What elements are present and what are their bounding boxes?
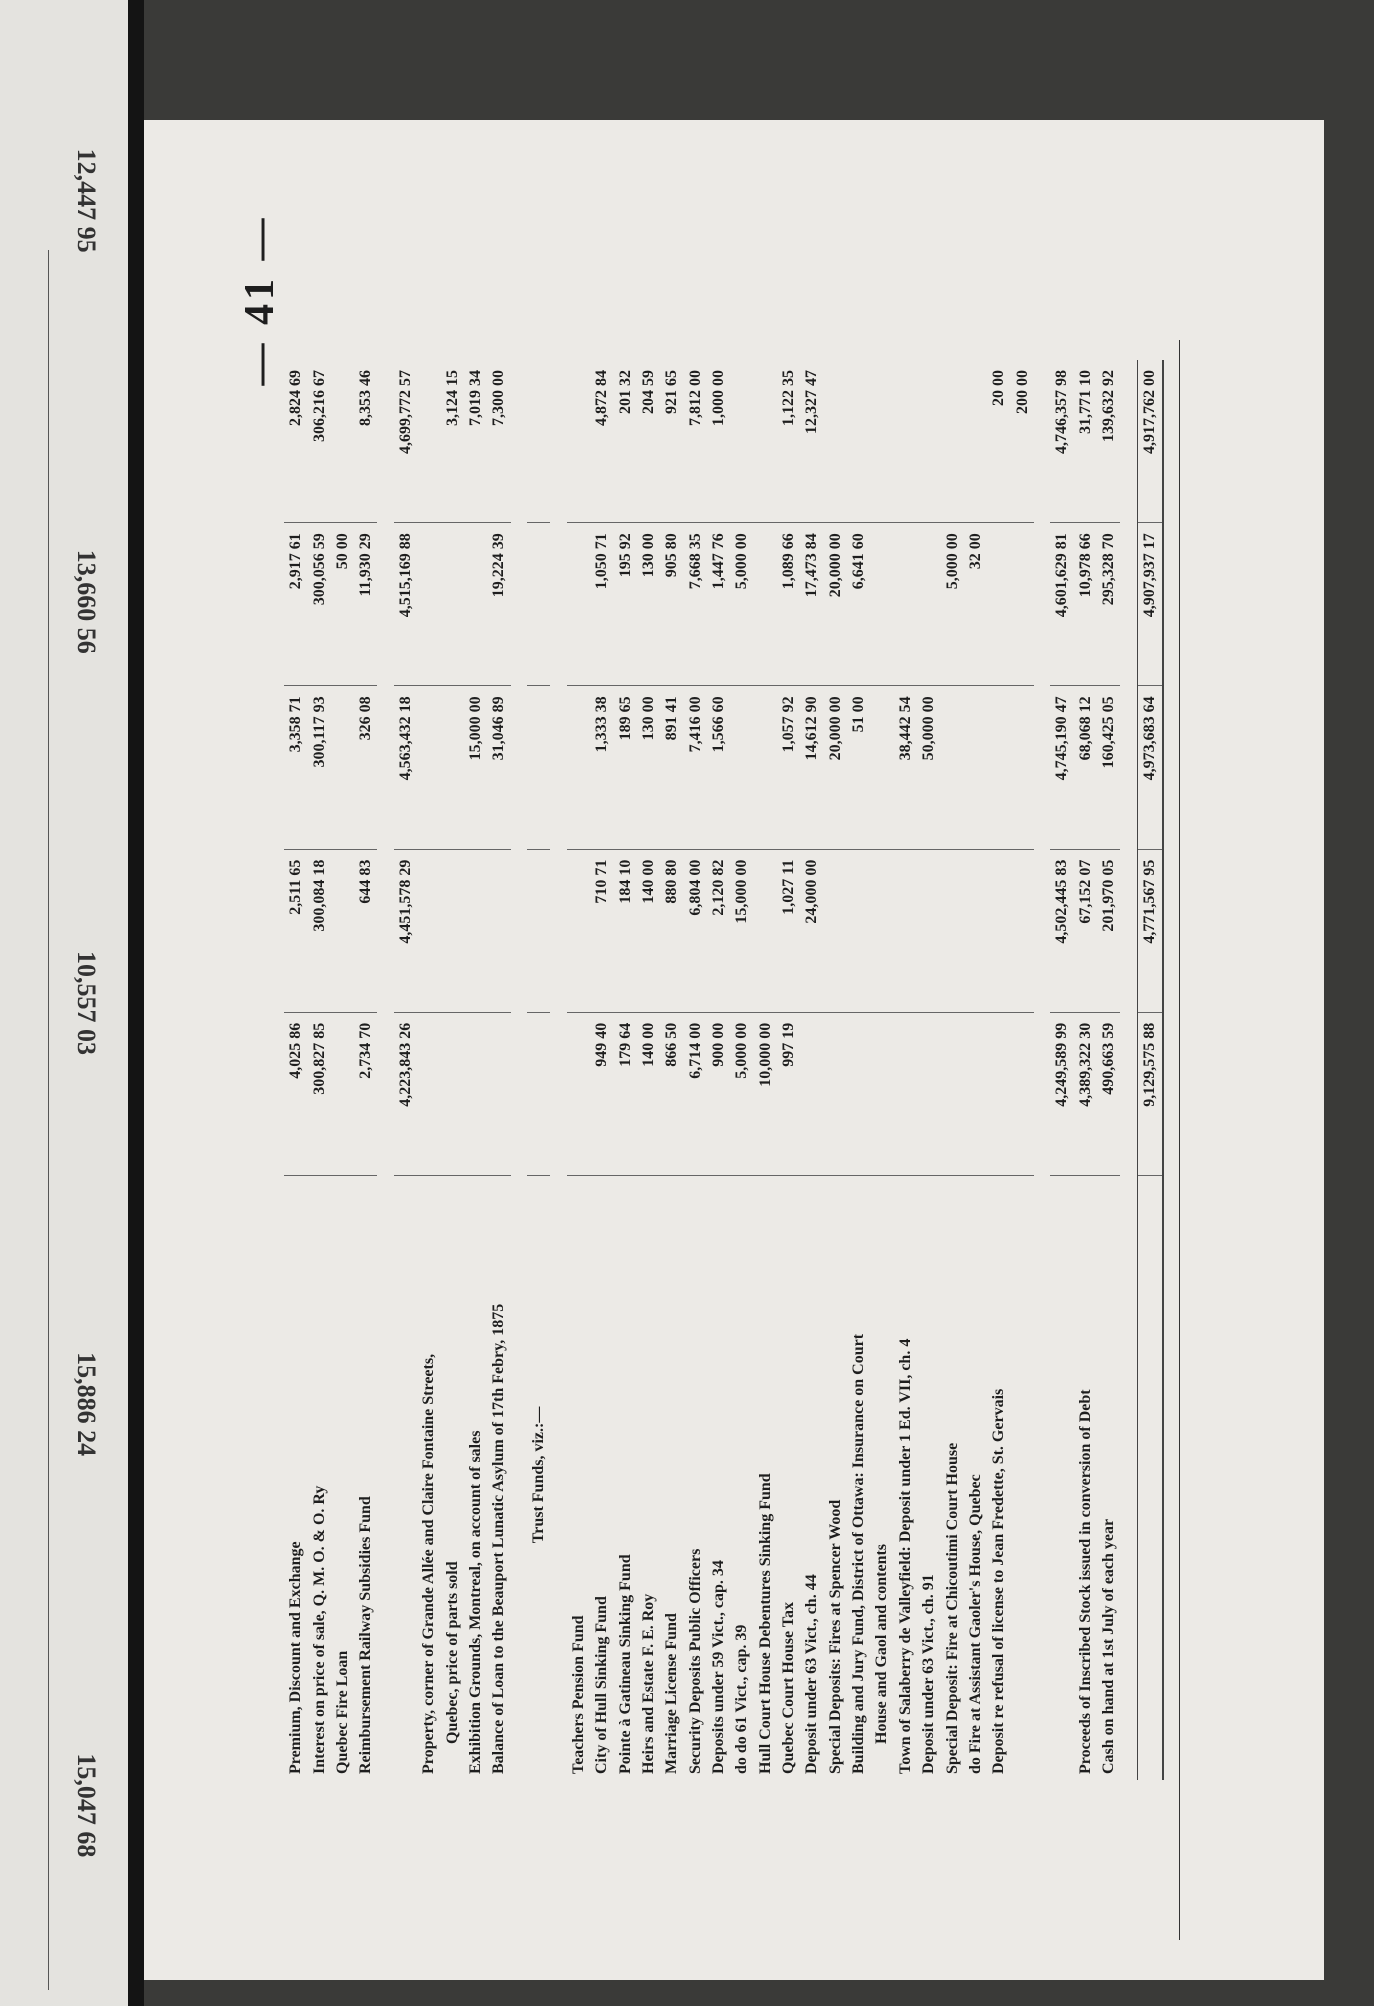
spacer-cell — [511, 360, 527, 1780]
amount-cell: 67,152 07 — [1074, 849, 1097, 1012]
amount-cell: 140 00 — [637, 849, 660, 1012]
row-label: Security Deposits Public Officers — [686, 1548, 704, 1774]
table-row — [637, 360, 660, 1780]
row-label: House and Gaol and contents — [873, 1543, 891, 1744]
row-label: do Fire at Assistant Gaoler's House, Quebec — [966, 1474, 984, 1774]
amount-cell: 14,612 90 — [800, 686, 823, 849]
amount-cell: 17,473 84 — [800, 523, 823, 686]
amount-cell: 50,000 00 — [917, 686, 940, 849]
amount-cell: 31,771 10 — [1074, 360, 1097, 523]
table-row — [894, 360, 917, 1780]
amount-cell — [730, 686, 753, 849]
amount-cell: 6,641 60 — [847, 523, 870, 686]
page-rule — [1179, 340, 1180, 1940]
amount-cell: 7,668 35 — [684, 523, 707, 686]
amount-cell: 4,502,445 83 — [1050, 849, 1073, 1012]
amount-cell — [567, 523, 590, 686]
table-row — [1097, 360, 1120, 1780]
row-label: Premium, Discount and Exchange — [287, 1541, 305, 1774]
amount-cell — [417, 1012, 440, 1175]
row-label: Building and Jury Fund, District of Ottawa: Insurance on Court — [850, 1333, 868, 1774]
amount-cell — [894, 1012, 917, 1175]
row-label: Pointe à Gatineau Sinking Fund — [616, 1554, 634, 1774]
amount-cell — [441, 1012, 464, 1175]
amount-cell: 2,120 82 — [707, 849, 730, 1012]
amount-cell — [917, 1012, 940, 1175]
spacer-cell — [377, 360, 393, 1780]
amount-cell: 300,084 18 — [307, 849, 330, 1012]
amount-cell: 31,046 89 — [487, 686, 510, 849]
amount-cell: 4,025 86 — [284, 1012, 307, 1175]
row-label: Quebec, price of parts sold — [443, 1561, 461, 1744]
amount-cell: 139,632 92 — [1097, 360, 1120, 523]
amount-cell: 644 83 — [354, 849, 377, 1012]
amount-cell: 300,827 85 — [307, 1012, 330, 1175]
amount-cell: 201 32 — [614, 360, 637, 523]
amount-cell — [730, 360, 753, 523]
amount-cell: 38,442 54 — [894, 686, 917, 849]
amount-cell — [417, 523, 440, 686]
facing-page — [0, 0, 128, 2006]
table-row — [777, 360, 800, 1780]
amount-cell: 300,117 93 — [307, 686, 330, 849]
amount-cell — [940, 1012, 963, 1175]
amount-cell — [824, 1012, 847, 1175]
amount-cell — [1010, 1012, 1033, 1175]
amount-cell: 4,917,762 00 — [1137, 360, 1163, 523]
amount-cell: 921 65 — [660, 360, 683, 523]
table-row — [987, 360, 1010, 1780]
amount-cell: 891 41 — [660, 686, 683, 849]
table-row — [441, 360, 464, 1780]
amount-cell — [1010, 686, 1033, 849]
amount-cell: 200 00 — [1010, 360, 1033, 523]
amount-cell: 4,223,843 26 — [394, 1012, 417, 1175]
page-number: — 41 — — [237, 214, 283, 386]
amount-cell — [964, 686, 987, 849]
row-label: Special Deposit: Fire at Chicoutimi Court House — [943, 1442, 961, 1774]
row-label: Interest on price of sale, Q. M. O. & O. Ry — [310, 1485, 328, 1774]
amount-cell: 7,812 00 — [684, 360, 707, 523]
amount-cell: 7,416 00 — [684, 686, 707, 849]
spacer-cell — [550, 360, 566, 1780]
amount-cell — [940, 360, 963, 523]
spacer-cell — [1034, 360, 1050, 1780]
amount-cell: 2,824 69 — [284, 360, 307, 523]
empty-cell — [527, 686, 550, 849]
amount-cell: 160,425 05 — [1097, 686, 1120, 849]
row-label — [1010, 1175, 1033, 1780]
amount-cell — [331, 686, 354, 849]
amount-cell — [987, 1012, 1010, 1175]
amount-cell: 1,333 38 — [590, 686, 613, 849]
amount-cell: 2,734 70 — [354, 1012, 377, 1175]
table-row — [614, 360, 637, 1780]
amount-cell: 20,000 00 — [824, 686, 847, 849]
table-row — [394, 360, 417, 1780]
table-row — [1050, 360, 1073, 1780]
amount-cell: 3,124 15 — [441, 360, 464, 523]
amount-cell: 4,745,190 47 — [1050, 686, 1073, 849]
table-row — [331, 360, 354, 1780]
amount-cell: 2,917 61 — [284, 523, 307, 686]
amount-cell: 4,389,322 30 — [1074, 1012, 1097, 1175]
row-label — [1050, 1175, 1073, 1780]
amount-cell — [964, 1012, 987, 1175]
amount-cell: 4,872 84 — [590, 360, 613, 523]
amount-cell: 5,000 00 — [730, 1012, 753, 1175]
amount-cell — [754, 849, 777, 1012]
amount-cell — [417, 686, 440, 849]
amount-cell — [567, 849, 590, 1012]
table-row — [824, 360, 847, 1780]
amount-cell: 8,353 46 — [354, 360, 377, 523]
amount-cell — [567, 686, 590, 849]
amount-cell: 4,771,567 95 — [1137, 849, 1163, 1012]
amount-cell — [847, 360, 870, 523]
amount-cell — [870, 849, 893, 1012]
table-row — [847, 360, 870, 1780]
amount-cell: 15,000 00 — [464, 686, 487, 849]
amount-cell — [987, 849, 1010, 1012]
amount-cell: 900 00 — [707, 1012, 730, 1175]
amount-cell — [417, 849, 440, 1012]
row-label: Deposit under 63 Vict., ch. 44 — [803, 1574, 821, 1774]
table-row — [464, 360, 487, 1780]
amount-cell: 949 40 — [590, 1012, 613, 1175]
amount-cell: 4,601,629 81 — [1050, 523, 1073, 686]
table-row — [487, 360, 510, 1780]
amount-cell — [870, 686, 893, 849]
amount-cell — [917, 523, 940, 686]
amount-cell — [940, 686, 963, 849]
amount-cell: 300,056 59 — [307, 523, 330, 686]
revenue-table — [284, 360, 1164, 1780]
amount-cell — [847, 849, 870, 1012]
amount-cell: 4,451,578 29 — [394, 849, 417, 1012]
amount-cell: 51 00 — [847, 686, 870, 849]
empty-cell — [527, 360, 550, 523]
facing-page-figure: 15,047 68 — [72, 1753, 101, 1858]
revenue-table-body — [284, 360, 1163, 1780]
amount-cell — [894, 849, 917, 1012]
amount-cell: 1,000 00 — [707, 360, 730, 523]
table-row — [307, 360, 330, 1780]
amount-cell — [754, 360, 777, 523]
amount-cell: 4,746,357 98 — [1050, 360, 1073, 523]
spacer-cell — [1120, 360, 1137, 1780]
amount-cell — [754, 523, 777, 686]
table-row — [684, 360, 707, 1780]
amount-cell — [964, 849, 987, 1012]
table-row — [754, 360, 777, 1780]
spacer-row — [550, 360, 566, 1780]
amount-cell: 4,515,169 88 — [394, 523, 417, 686]
amount-cell: 10,978 66 — [1074, 523, 1097, 686]
amount-cell: 4,699,772 57 — [394, 360, 417, 523]
row-label: Deposits under 59 Vict., cap. 34 — [710, 1560, 728, 1774]
amount-cell: 5,000 00 — [730, 523, 753, 686]
facing-page-rule — [48, 250, 49, 1990]
amount-cell: 12,327 47 — [800, 360, 823, 523]
table-row — [417, 360, 440, 1780]
amount-cell — [847, 1012, 870, 1175]
amount-cell: 5,000 00 — [940, 523, 963, 686]
amount-cell: 50 00 — [331, 523, 354, 686]
row-label: Cash on hand at 1st July of each year — [1100, 1518, 1118, 1774]
row-label: City of Hull Sinking Fund — [593, 1596, 611, 1774]
amount-cell — [1010, 849, 1033, 1012]
row-label: Special Deposits: Fires at Spencer Wood — [826, 1499, 844, 1774]
table-row — [284, 360, 307, 1780]
amount-cell — [487, 849, 510, 1012]
row-label: Proceeds of Inscribed Stock issued in conversion of Debt — [1076, 1389, 1094, 1774]
spacer-row — [1120, 360, 1137, 1780]
table-row — [567, 360, 590, 1780]
facing-page-figure: 13,660 56 — [72, 549, 101, 654]
amount-cell — [940, 849, 963, 1012]
row-label: Balance of Loan to the Beauport Lunatic Asylum of 17th Febry, 1875 — [490, 1303, 508, 1774]
amount-cell — [824, 360, 847, 523]
amount-cell — [870, 360, 893, 523]
table-row — [940, 360, 963, 1780]
amount-cell: 905 80 — [660, 523, 683, 686]
empty-cell — [527, 1012, 550, 1175]
row-label: Reimbursement Railway Subsidies Fund — [357, 1496, 375, 1774]
section-heading: Trust Funds, viz.:— — [530, 1406, 548, 1544]
amount-cell: 880 80 — [660, 849, 683, 1012]
empty-cell — [527, 523, 550, 686]
amount-cell — [464, 1012, 487, 1175]
amount-cell: 9,129,575 88 — [1137, 1012, 1163, 1175]
amount-cell — [567, 360, 590, 523]
amount-cell — [331, 1012, 354, 1175]
amount-cell: 7,300 00 — [487, 360, 510, 523]
amount-cell: 1,050 71 — [590, 523, 613, 686]
facing-page-figure: 12,447 95 — [72, 148, 101, 253]
amount-cell — [917, 849, 940, 1012]
amount-cell: 6,804 00 — [684, 849, 707, 1012]
row-label — [1137, 1175, 1163, 1780]
amount-cell: 306,216 67 — [307, 360, 330, 523]
facing-page-figure: 15,886 24 — [72, 1352, 101, 1457]
amount-cell — [824, 849, 847, 1012]
table-row — [964, 360, 987, 1780]
facing-page-figures — [56, 0, 116, 2006]
table-row — [707, 360, 730, 1780]
amount-cell — [417, 360, 440, 523]
row-label: Town of Salaberry de Valleyfield: Deposit under 1 Ed. VII, ch. 4 — [896, 1338, 914, 1774]
amount-cell: 295,328 70 — [1097, 523, 1120, 686]
amount-cell: 68,068 12 — [1074, 686, 1097, 849]
amount-cell: 189 65 — [614, 686, 637, 849]
amount-cell: 3,358 71 — [284, 686, 307, 849]
amount-cell: 179 64 — [614, 1012, 637, 1175]
table-row — [800, 360, 823, 1780]
amount-cell — [567, 1012, 590, 1175]
amount-cell: 20,000 00 — [824, 523, 847, 686]
row-label: Teachers Pension Fund — [570, 1615, 588, 1774]
amount-cell — [331, 360, 354, 523]
amount-cell: 866 50 — [660, 1012, 683, 1175]
spacer-row — [377, 360, 393, 1780]
amount-cell: 4,563,432 18 — [394, 686, 417, 849]
amount-cell: 184 10 — [614, 849, 637, 1012]
amount-cell: 710 71 — [590, 849, 613, 1012]
amount-cell — [487, 1012, 510, 1175]
amount-cell: 24,000 00 — [800, 849, 823, 1012]
amount-cell — [964, 360, 987, 523]
amount-cell — [1010, 523, 1033, 686]
amount-cell — [754, 686, 777, 849]
spacer-row — [1034, 360, 1050, 1780]
table-row — [1074, 360, 1097, 1780]
amount-cell: 326 08 — [354, 686, 377, 849]
amount-cell — [800, 1012, 823, 1175]
row-label: Exhibition Grounds, Montreal, on account of sales — [467, 1430, 485, 1774]
amount-cell — [441, 686, 464, 849]
amount-cell — [441, 523, 464, 686]
row-label: Deposit under 63 Vict., ch. 91 — [920, 1574, 938, 1774]
total-row — [1137, 360, 1163, 1780]
amount-cell — [987, 523, 1010, 686]
ledger-page — [144, 120, 1324, 1980]
table-row — [730, 360, 753, 1780]
amount-cell — [870, 523, 893, 686]
amount-cell — [441, 849, 464, 1012]
amount-cell: 4,249,589 99 — [1050, 1012, 1073, 1175]
amount-cell: 20 00 — [987, 360, 1010, 523]
amount-cell — [870, 1012, 893, 1175]
amount-cell: 140 00 — [637, 1012, 660, 1175]
table-row — [660, 360, 683, 1780]
amount-cell: 4,907,937 17 — [1137, 523, 1163, 686]
amount-cell: 201,970 05 — [1097, 849, 1120, 1012]
amount-cell — [987, 686, 1010, 849]
table-row — [590, 360, 613, 1780]
rotated-content — [144, 120, 1324, 1980]
amount-cell: 10,000 00 — [754, 1012, 777, 1175]
amount-cell: 2,511 65 — [284, 849, 307, 1012]
empty-cell — [527, 849, 550, 1012]
amount-cell: 130 00 — [637, 686, 660, 849]
table-row — [917, 360, 940, 1780]
row-label: Quebec Court House Tax — [780, 1601, 798, 1774]
table-row — [354, 360, 377, 1780]
row-label — [394, 1175, 417, 1780]
amount-cell — [917, 360, 940, 523]
book-gutter — [128, 0, 144, 2006]
table-row — [870, 360, 893, 1780]
row-label: Hull Court House Debentures Sinking Fund — [756, 1473, 774, 1774]
table-row — [1010, 360, 1033, 1780]
amount-cell: 195 92 — [614, 523, 637, 686]
facing-page-figure: 10,557 03 — [72, 950, 101, 1055]
amount-cell: 32 00 — [964, 523, 987, 686]
amount-cell: 1,089 66 — [777, 523, 800, 686]
amount-cell: 1,057 92 — [777, 686, 800, 849]
amount-cell — [894, 523, 917, 686]
amount-cell: 1,122 35 — [777, 360, 800, 523]
amount-cell — [894, 360, 917, 523]
amount-cell: 130 00 — [637, 523, 660, 686]
amount-cell: 15,000 00 — [730, 849, 753, 1012]
amount-cell: 7,019 34 — [464, 360, 487, 523]
amount-cell: 6,714 00 — [684, 1012, 707, 1175]
row-label: Property, corner of Grande Allée and Claire Fontaine Streets, — [420, 1353, 438, 1774]
section-heading-row — [527, 360, 550, 1780]
amount-cell: 4,973,683 64 — [1137, 686, 1163, 849]
amount-cell: 1,027 11 — [777, 849, 800, 1012]
amount-cell: 1,566 60 — [707, 686, 730, 849]
amount-cell — [331, 849, 354, 1012]
row-label: Deposit re refusal of license to Jean Fredette, St. Gervais — [990, 1388, 1008, 1774]
amount-cell: 204 59 — [637, 360, 660, 523]
amount-cell: 11,930 29 — [354, 523, 377, 686]
amount-cell: 997 19 — [777, 1012, 800, 1175]
amount-cell — [464, 523, 487, 686]
amount-cell: 1,447 76 — [707, 523, 730, 686]
amount-cell — [464, 849, 487, 1012]
amount-cell: 490,663 59 — [1097, 1012, 1120, 1175]
row-label: do do 61 Vict., cap. 39 — [733, 1624, 751, 1774]
spacer-row — [511, 360, 527, 1780]
row-label: Heirs and Estate F. E. Roy — [640, 1593, 658, 1774]
row-label: Quebec Fire Loan — [333, 1650, 351, 1774]
row-label: Marriage License Fund — [663, 1613, 681, 1774]
amount-cell: 19,224 39 — [487, 523, 510, 686]
